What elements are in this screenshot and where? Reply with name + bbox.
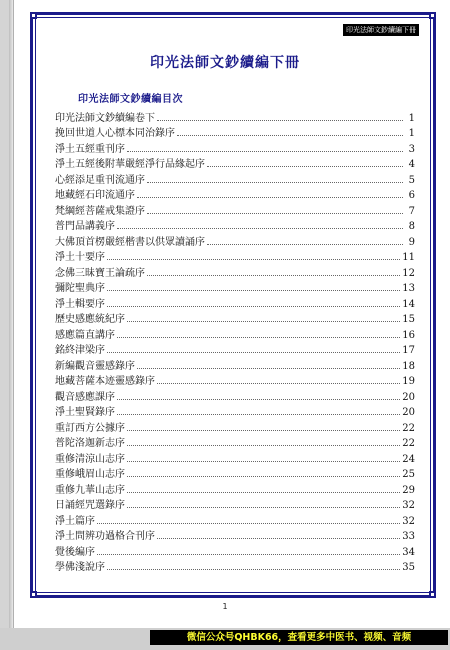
toc-entry-title: 地藏經石印流通序 <box>55 190 135 201</box>
toc-entry-page: 22 <box>402 438 415 449</box>
toc-entry-page: 11 <box>402 252 415 263</box>
page-number: 1 <box>222 602 228 611</box>
toc-dot-leader <box>127 151 403 152</box>
toc-dot-leader <box>107 569 400 570</box>
toc-entry[interactable] <box>55 263 415 279</box>
toc-entry[interactable] <box>55 310 415 326</box>
toc-dot-leader <box>157 383 400 384</box>
toc-entry-title: 重訂西方公據序 <box>55 422 125 434</box>
toc-entry[interactable] <box>55 155 415 171</box>
toc-dot-leader <box>97 554 400 555</box>
toc-dot-leader <box>107 306 400 307</box>
toc-entry-page: 17 <box>402 345 415 356</box>
toc-entry[interactable] <box>55 294 415 310</box>
toc-entry[interactable] <box>55 108 415 124</box>
toc-dot-leader <box>127 445 400 446</box>
toc-entry-page: 1 <box>408 128 415 139</box>
toc-entry[interactable] <box>55 542 415 558</box>
toc-entry[interactable] <box>55 527 415 543</box>
toc-entry-page: 7 <box>408 205 415 217</box>
document-title: 印光法師文鈔續編下冊 <box>150 55 300 71</box>
toc-entry-page: 20 <box>402 407 415 418</box>
frame-corner-dot <box>431 593 434 596</box>
toc-dot-leader <box>207 244 403 245</box>
toc-entry-page: 14 <box>402 298 415 310</box>
toc-entry-page: 16 <box>402 329 415 341</box>
toc-entry[interactable] <box>55 418 415 434</box>
toc-entry-title: 淨土輯要序 <box>55 298 105 310</box>
toc-entry-title: 歷史感應統紀序 <box>55 314 125 325</box>
toc-entry[interactable] <box>55 124 415 140</box>
toc-entry-title: 普陀洛迦新志序 <box>55 438 125 449</box>
frame-corner-dot <box>431 14 434 17</box>
toc-entry-page: 25 <box>402 469 415 480</box>
toc-entry[interactable] <box>55 217 415 233</box>
toc-entry-page: 32 <box>402 515 415 527</box>
toc-entry[interactable] <box>55 558 415 574</box>
toc-entry-title: 淨土十要序 <box>55 252 105 263</box>
toc-dot-leader <box>127 476 400 477</box>
toc-entry[interactable] <box>55 356 415 372</box>
toc-entry-page: 3 <box>408 143 415 155</box>
toc-dot-leader <box>147 182 403 183</box>
toc-entry[interactable] <box>55 248 415 264</box>
toc-entry-title: 普門品講義序 <box>55 221 115 232</box>
toc-entry-title: 日誦經咒選錄序 <box>55 500 125 511</box>
toc-entry[interactable] <box>55 465 415 481</box>
toc-entry-page: 8 <box>408 221 415 232</box>
toc-entry[interactable] <box>55 511 415 527</box>
toc-dot-leader <box>177 135 403 136</box>
toc-dot-leader <box>157 120 403 121</box>
toc-entry-title: 淨土五經後附華嚴經淨行品緣起序 <box>55 159 205 170</box>
toc-entry-title: 重修峨眉山志序 <box>55 469 125 480</box>
table-of-contents <box>55 108 415 573</box>
toc-entry[interactable] <box>55 480 415 496</box>
toc-title: 印光法師文鈔續編目次 <box>78 94 183 105</box>
toc-entry[interactable] <box>55 341 415 357</box>
footer-banner: 微信公众号QHBK66，查看更多中医书、视频、音频 <box>150 630 448 645</box>
toc-entry[interactable] <box>55 387 415 403</box>
toc-dot-leader <box>117 228 403 229</box>
toc-entry-title: 淨土五經重刊序 <box>55 143 125 155</box>
toc-entry-page: 33 <box>402 531 415 542</box>
toc-dot-leader <box>127 492 400 493</box>
toc-entry[interactable] <box>55 279 415 295</box>
toc-dot-leader <box>117 414 400 415</box>
toc-entry-title: 淨土問辨功過格合刊序 <box>55 531 155 542</box>
toc-entry-title: 印光法師文鈔續編卷下 <box>55 112 155 124</box>
toc-entry-page: 22 <box>402 422 415 434</box>
toc-entry-title: 銘終津梁序 <box>55 345 105 356</box>
toc-entry-title: 地藏菩薩本迹靈感錄序 <box>55 376 155 387</box>
toc-dot-leader <box>157 538 400 539</box>
toc-entry-page: 29 <box>402 484 415 496</box>
toc-dot-leader <box>207 166 403 167</box>
toc-entry[interactable] <box>55 325 415 341</box>
toc-entry[interactable] <box>55 139 415 155</box>
toc-entry-title: 心經添足重刊流通序 <box>55 174 145 186</box>
toc-entry-title: 挽回世道人心標本同治錄序 <box>55 128 175 139</box>
toc-dot-leader <box>137 197 403 198</box>
toc-dot-leader <box>127 461 400 462</box>
toc-entry-title: 新編觀音靈感錄序 <box>55 360 135 372</box>
toc-entry[interactable] <box>55 201 415 217</box>
frame-corner-dot <box>32 14 35 17</box>
toc-dot-leader <box>117 337 400 338</box>
toc-entry-title: 梵綱經菩薩戒集證序 <box>55 205 145 217</box>
toc-dot-leader <box>117 399 400 400</box>
toc-entry-page: 5 <box>408 174 415 186</box>
toc-dot-leader <box>107 259 400 260</box>
toc-entry-title: 淨土聖賢錄序 <box>55 407 115 418</box>
toc-entry-title: 學佛淺說序 <box>55 562 105 573</box>
header-tab-label: 印光法師文鈔續編下冊 <box>343 24 419 36</box>
toc-dot-leader <box>147 213 403 214</box>
toc-dot-leader <box>127 507 400 508</box>
toc-dot-leader <box>107 290 400 291</box>
toc-entry-page: 13 <box>402 283 415 294</box>
toc-entry-page: 34 <box>402 546 415 558</box>
frame-corner-dot <box>32 593 35 596</box>
toc-entry-title: 念佛三昧寶王論疏序 <box>55 267 145 279</box>
toc-entry-page: 19 <box>402 376 415 387</box>
toc-entry[interactable] <box>55 372 415 388</box>
toc-entry-page: 35 <box>402 562 415 573</box>
toc-entry-page: 20 <box>402 391 415 403</box>
toc-entry[interactable] <box>55 434 415 450</box>
toc-entry[interactable] <box>55 232 415 248</box>
toc-entry[interactable] <box>55 170 415 186</box>
toc-entry-page: 24 <box>402 453 415 465</box>
toc-entry-title: 淨土篇序 <box>55 515 95 527</box>
toc-entry[interactable] <box>55 449 415 465</box>
toc-entry[interactable] <box>55 403 415 419</box>
toc-entry-title: 觀音感應課序 <box>55 391 115 403</box>
toc-entry-title: 大佛頂首楞嚴經楷書以供眾讀誦序 <box>55 236 205 248</box>
toc-entry-title: 重修清涼山志序 <box>55 453 125 465</box>
toc-dot-leader <box>127 430 400 431</box>
toc-dot-leader <box>97 523 400 524</box>
toc-dot-leader <box>127 321 400 322</box>
toc-entry-page: 4 <box>408 159 415 170</box>
toc-entry[interactable] <box>55 186 415 202</box>
toc-dot-leader <box>147 275 400 276</box>
toc-dot-leader <box>107 352 400 353</box>
toc-dot-leader <box>137 368 400 369</box>
toc-entry-title: 彌陀聖典序 <box>55 283 105 294</box>
toc-entry-page: 18 <box>402 360 415 372</box>
toc-entry-page: 6 <box>408 190 415 201</box>
toc-entry-title: 重修九華山志序 <box>55 484 125 496</box>
toc-entry-page: 12 <box>402 267 415 279</box>
toc-entry-title: 覺後編序 <box>55 546 95 558</box>
toc-entry-page: 32 <box>402 500 415 511</box>
toc-entry-page: 15 <box>402 314 415 325</box>
toc-entry-page: 9 <box>408 236 415 248</box>
toc-entry-title: 感應篇直講序 <box>55 329 115 341</box>
toc-entry[interactable] <box>55 496 415 512</box>
toc-entry-page: 1 <box>408 112 415 124</box>
